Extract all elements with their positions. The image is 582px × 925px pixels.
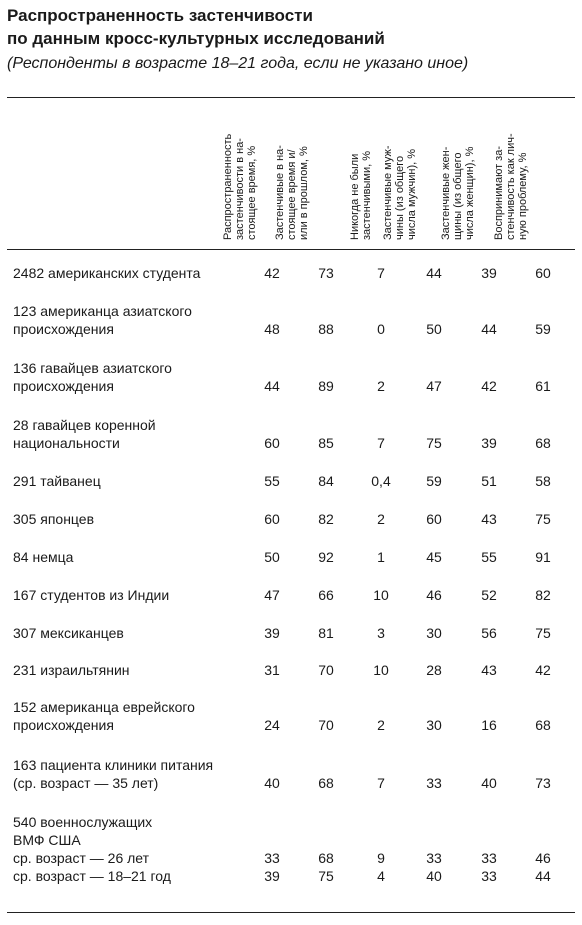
table-cell: 31: [264, 662, 280, 678]
table-cell: 10: [373, 587, 389, 603]
table-cell: 40: [264, 775, 280, 791]
table-cell: 60: [426, 511, 442, 527]
table-cell: 89: [318, 378, 334, 394]
table-cell: 42: [535, 662, 551, 678]
table-cell: 70: [318, 662, 334, 678]
table-cell: 75: [426, 435, 442, 451]
row-label: 2482 американских студента: [13, 265, 201, 281]
row-label: 84 немца: [13, 549, 74, 565]
table-cell: 82: [318, 511, 334, 527]
table-cell: 16: [481, 717, 497, 733]
row-label: 163 пациента клиники питания (ср. возраст — 35 лет): [13, 757, 214, 791]
column-header-label: Распространенность застенчивости в на- стоящее время, %: [222, 133, 258, 240]
table-cell: 47: [426, 378, 442, 394]
table-cell: 55: [481, 549, 497, 565]
table-cell: 50: [426, 321, 442, 337]
table-cell: 10: [373, 662, 389, 678]
table-cell: 24: [264, 717, 280, 733]
table-subtitle: (Респонденты в возрасте 18–21 года, если не указано иное): [7, 55, 469, 72]
table-cell: 1: [377, 549, 385, 565]
table-cell: 60: [535, 265, 551, 281]
table-cell: 33 40: [426, 850, 442, 884]
table-cell: 75: [535, 625, 551, 641]
row-label: 540 военнослужащих ВМФ США ср. возраст — 26 лет ср. возраст — 18–21 год: [13, 814, 171, 884]
row-label: 307 мексиканцев: [13, 625, 124, 641]
table-cell: 75: [535, 511, 551, 527]
table-cell: 42: [264, 265, 280, 281]
row-label: 305 японцев: [13, 511, 95, 527]
table-cell: 33 33: [481, 850, 497, 884]
table-cell: 7: [377, 775, 385, 791]
column-header-label: Воспринимают за- стенчивость как лич- ную проблему, %: [493, 133, 529, 240]
table-title: Распространенность застенчивости по данным кросс-культурных исследований: [7, 6, 385, 48]
table-cell: 61: [535, 378, 551, 394]
table-cell: 39: [264, 625, 280, 641]
table-cell: 82: [535, 587, 551, 603]
row-label: 291 тайванец: [13, 473, 101, 489]
column-header-label: Застенчивые жен- щины (из общего числа женщин), %: [440, 146, 476, 240]
table-cell: 60: [264, 435, 280, 451]
table-cell: 51: [481, 473, 497, 489]
table-cell: 3: [377, 625, 385, 641]
table-cell: 33 39: [264, 850, 280, 884]
table-cell: 28: [426, 662, 442, 678]
table-cell: 73: [535, 775, 551, 791]
table-cell: 0: [377, 321, 385, 337]
table-cell: 7: [377, 435, 385, 451]
table-cell: 59: [535, 321, 551, 337]
table-cell: 59: [426, 473, 442, 489]
table-cell: 84: [318, 473, 334, 489]
table-cell: 91: [535, 549, 551, 565]
bottom-rule: [7, 912, 575, 913]
table-cell: 0,4: [371, 473, 391, 489]
table-cell: 55: [264, 473, 280, 489]
table-cell: 66: [318, 587, 334, 603]
table-cell: 2: [377, 717, 385, 733]
table-cell: 81: [318, 625, 334, 641]
column-header-label: Никогда не были застенчивыми, %: [349, 151, 373, 240]
table-cell: 44: [481, 321, 497, 337]
row-label: 28 гавайцев коренной национальности: [13, 417, 156, 451]
column-header-personal-problem: [493, 110, 582, 240]
table-cell: 85: [318, 435, 334, 451]
table-cell: 42: [481, 378, 497, 394]
table-cell: 73: [318, 265, 334, 281]
table-cell: 43: [481, 662, 497, 678]
table-cell: 43: [481, 511, 497, 527]
table-cell: 2: [377, 378, 385, 394]
table-cell: 46 44: [535, 850, 551, 884]
table-cell: 39: [481, 435, 497, 451]
table-cell: 39: [481, 265, 497, 281]
table-cell: 9 4: [377, 850, 385, 884]
table-cell: 68: [318, 775, 334, 791]
header-rule: [7, 249, 575, 250]
table-cell: 30: [426, 625, 442, 641]
row-label: 231 израильтянин: [13, 662, 130, 678]
column-header-label: Застенчивые в на- стоящее время и/ или в прошлом, %: [274, 145, 310, 240]
table-cell: 68: [535, 717, 551, 733]
row-label: 152 американца еврейского происхождения: [13, 699, 195, 733]
row-label: 167 студентов из Индии: [13, 587, 170, 603]
table-cell: 44: [264, 378, 280, 394]
table-cell: 30: [426, 717, 442, 733]
table-cell: 44: [426, 265, 442, 281]
top-rule: [7, 97, 575, 98]
table-cell: 33: [426, 775, 442, 791]
table-cell: 47: [264, 587, 280, 603]
table-cell: 45: [426, 549, 442, 565]
table-cell: 58: [535, 473, 551, 489]
table-cell: 88: [318, 321, 334, 337]
table-cell: 40: [481, 775, 497, 791]
table-cell: 70: [318, 717, 334, 733]
table-cell: 60: [264, 511, 280, 527]
table-cell: 92: [318, 549, 334, 565]
table-cell: 68 75: [318, 850, 334, 884]
table-cell: 7: [377, 265, 385, 281]
table-cell: 56: [481, 625, 497, 641]
table-cell: 52: [481, 587, 497, 603]
table-cell: 46: [426, 587, 442, 603]
table-cell: 2: [377, 511, 385, 527]
column-header-label: Застенчивые муж- чины (из общего числа мужчин), %: [382, 145, 418, 240]
table-cell: 48: [264, 321, 280, 337]
row-label: 123 американца азиатского происхождения: [13, 303, 192, 337]
table-cell: 50: [264, 549, 280, 565]
table-cell: 68: [535, 435, 551, 451]
row-label: 136 гавайцев азиатского происхождения: [13, 360, 172, 394]
